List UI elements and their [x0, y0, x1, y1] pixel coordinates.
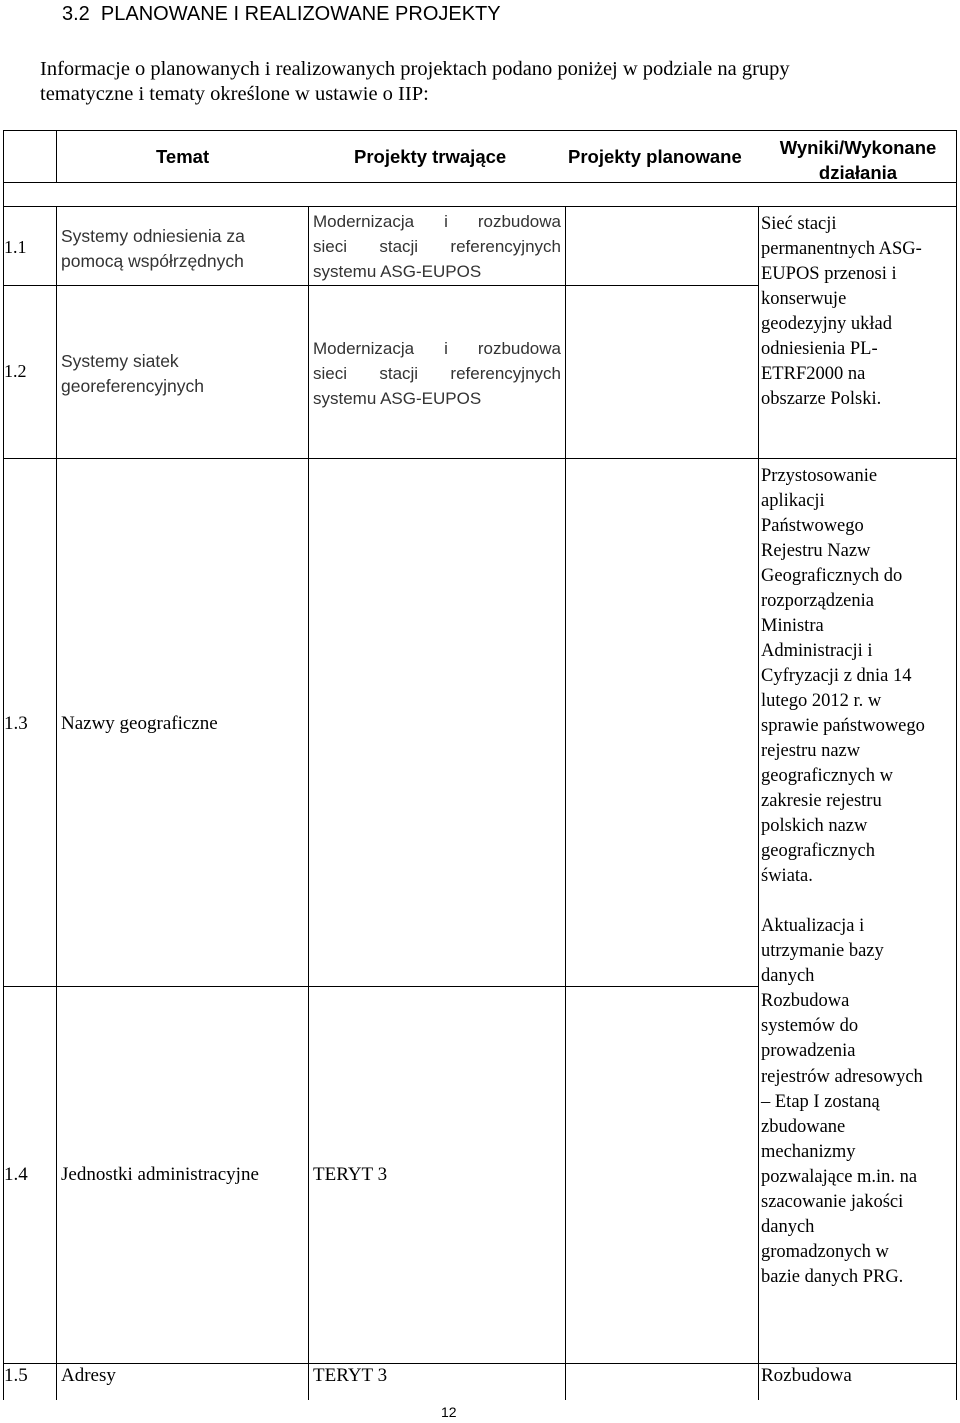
page-number: 12 [441, 1404, 457, 1420]
row-number-1-3: 1.3 [4, 713, 28, 734]
intro-line-2: tematyczne i tematy określone w ustawie o IIP: [40, 83, 429, 105]
header-projekty-planowane: Projekty planowane [568, 146, 742, 167]
row-ongoing-1-1: Modernizacja i rozbudowa sieci stacji referencyjnych systemu ASG-EUPOS [313, 212, 561, 281]
intro-line-1: Informacje o planowanych i realizowanych projektach podano poniżej w podziale na grupy [40, 58, 790, 80]
row-ongoing-1-2: Modernizacja i rozbudowa sieci stacji referencyjnych systemu ASG-EUPOS [313, 339, 561, 408]
row-topic-1-4: Jednostki administracyjne [61, 1164, 259, 1185]
row-results-1-1-1-2: Sieć stacji permanentnych ASG- EUPOS przenosi i konserwuje geodezyjny układ odniesienia PL- ETRF2000 na obszarze Polski. [761, 214, 922, 409]
row-topic-1-1: Systemy odniesienia za pomocą współrzędnych [61, 226, 245, 271]
row-results-1-4: Aktualizacja i utrzymanie bazy danych Rozbudowa systemów do prowadzenia rejestrów adresowych – Etap I zostaną zbudowane mechanizmy pozwalające m.in. na szacowanie jakości danych gromadzonych w bazie danych PRG. [761, 916, 923, 1288]
row-ongoing-1-5: TERYT 3 [313, 1365, 388, 1386]
row-topic-1-2: Systemy siatek georeferencyjnych [61, 351, 204, 396]
header-wyniki: Wyniki/Wykonane działania [779, 137, 937, 183]
row-number-1-2: 1.2 [4, 361, 27, 381]
row-topic-1-3: Nazwy geograficzne [61, 713, 218, 734]
section-heading: 3.2 PLANOWANE I REALIZOWANE PROJEKTY [62, 3, 501, 25]
row-number-1-4: 1.4 [4, 1164, 28, 1185]
header-temat: Temat [156, 146, 210, 167]
row-ongoing-1-4: TERYT 3 [313, 1164, 388, 1185]
row-results-1-3: Przystosowanie aplikacji Państwowego Rejestru Nazw Geograficznych do rozporządzenia Ministra Administracji i Cyfryzacji z dnia 14 lutego 2012 r. w sprawie państwowego rejestru nazw geograficznych w zakresie rejestru polskich nazw geograficznych świata. [761, 466, 925, 886]
row-number-1-5: 1.5 [4, 1365, 28, 1386]
row-results-1-5: Rozbudowa [761, 1365, 852, 1386]
row-topic-1-5: Adresy [61, 1365, 116, 1386]
header-projekty-trwajace: Projekty trwające [354, 146, 507, 167]
row-number-1-1: 1.1 [4, 237, 27, 257]
